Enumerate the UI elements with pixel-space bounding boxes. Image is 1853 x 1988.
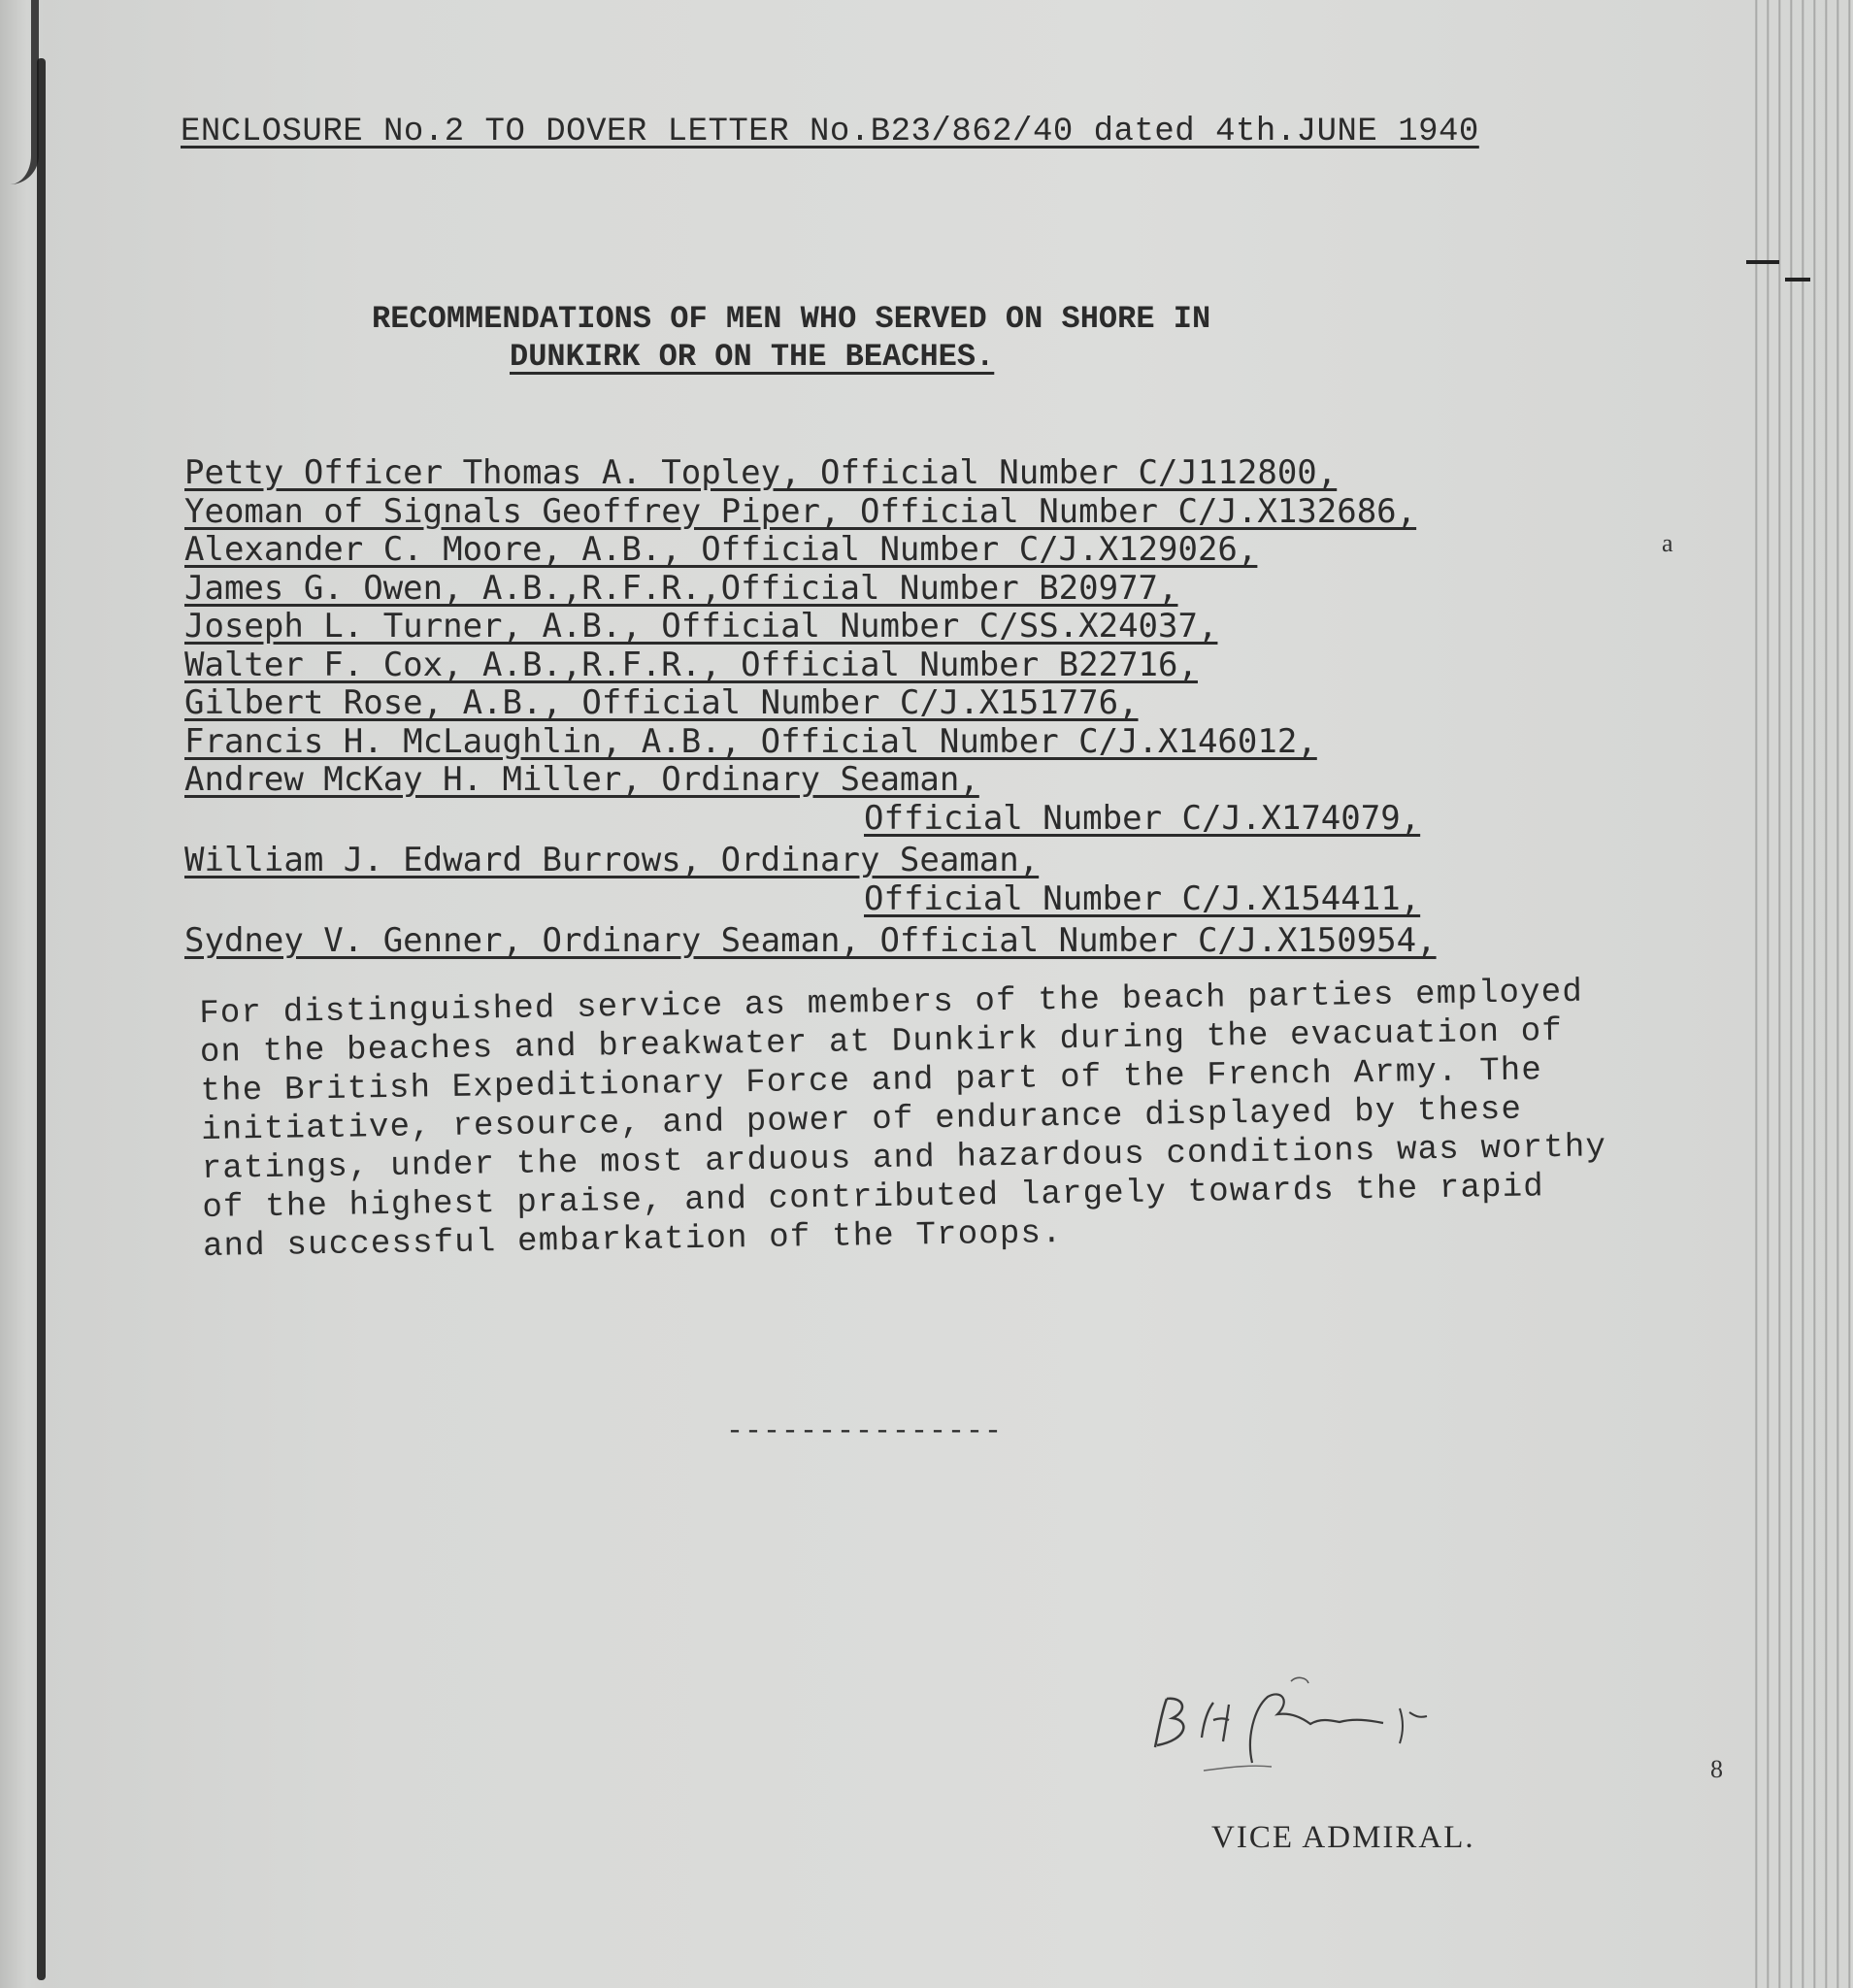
left-shadow-bar bbox=[37, 58, 46, 1980]
citation-paragraph: For distinguished service as members of the beach parties employed on the beaches and breakwater at Dunkirk during the evacuation of the British Expeditionary Force and part of the French Army. The initiative, resource, and power of endurance displayed by these ratings, under the most arduous and hazardous conditions was worthy of the highest praise, and contributed largely towards the rapid and successful embarkation of the Troops. bbox=[199, 974, 1607, 1266]
recommendations-heading bbox=[372, 301, 1401, 375]
list-item: Francis H. McLaughlin, A.B., Official Number C/J.X146012, bbox=[184, 721, 1317, 761]
list-item-continuation: Official Number C/J.X174079, bbox=[864, 798, 1421, 838]
signature bbox=[1145, 1670, 1466, 1776]
list-item: William J. Edward Burrows, Ordinary Seaman, Official Number C/J.X154411, bbox=[184, 841, 1421, 918]
edge-stub-mark bbox=[1785, 278, 1810, 282]
page-curl-mark bbox=[0, 0, 39, 184]
divider-line: --------------- bbox=[726, 1415, 1004, 1448]
list-item: Joseph L. Turner, A.B., Official Number C/SS.X24037, bbox=[184, 607, 1218, 646]
signatory-rank: VICE ADMIRAL. bbox=[1211, 1820, 1475, 1855]
list-item: Sydney V. Genner, Ordinary Seaman, Official Number C/J.X150954, bbox=[184, 921, 1437, 960]
handwritten-signature bbox=[1145, 1670, 1466, 1776]
list-item-continuation: Official Number C/J.X154411, bbox=[864, 878, 1421, 918]
enclosure-title: ENCLOSURE No.2 TO DOVER LETTER No.B23/862/40 dated 4th.JUNE 1940 bbox=[181, 114, 1479, 150]
margin-mark: 8 bbox=[1710, 1755, 1723, 1783]
right-page-edge bbox=[1746, 0, 1853, 1988]
margin-mark: a bbox=[1662, 529, 1673, 557]
recommendation-list bbox=[184, 454, 1660, 961]
list-item: Alexander C. Moore, A.B., Official Number C/J.X129026, bbox=[184, 530, 1258, 569]
list-item: Yeoman of Signals Geoffrey Piper, Official Number C/J.X132686, bbox=[184, 491, 1417, 531]
list-item: Gilbert Rose, A.B., Official Number C/J.X151776, bbox=[184, 683, 1139, 722]
list-item: Walter F. Cox, A.B.,R.F.R., Official Number B22716, bbox=[184, 645, 1198, 684]
heading-line-2: DUNKIRK OR ON THE BEACHES. bbox=[510, 339, 995, 375]
heading-line-1: RECOMMENDATIONS OF MEN WHO SERVED ON SHORE IN bbox=[372, 301, 1211, 337]
edge-stub-mark bbox=[1746, 260, 1779, 264]
left-binding-edge bbox=[0, 0, 45, 1988]
list-item: James G. Owen, A.B.,R.F.R.,Official Number B20977, bbox=[184, 568, 1178, 608]
list-item: Andrew McKay H. Miller, Ordinary Seaman, Official Number C/J.X174079, bbox=[184, 760, 1421, 838]
list-item: Petty Officer Thomas A. Topley, Official Number C/J112800, bbox=[184, 453, 1338, 492]
